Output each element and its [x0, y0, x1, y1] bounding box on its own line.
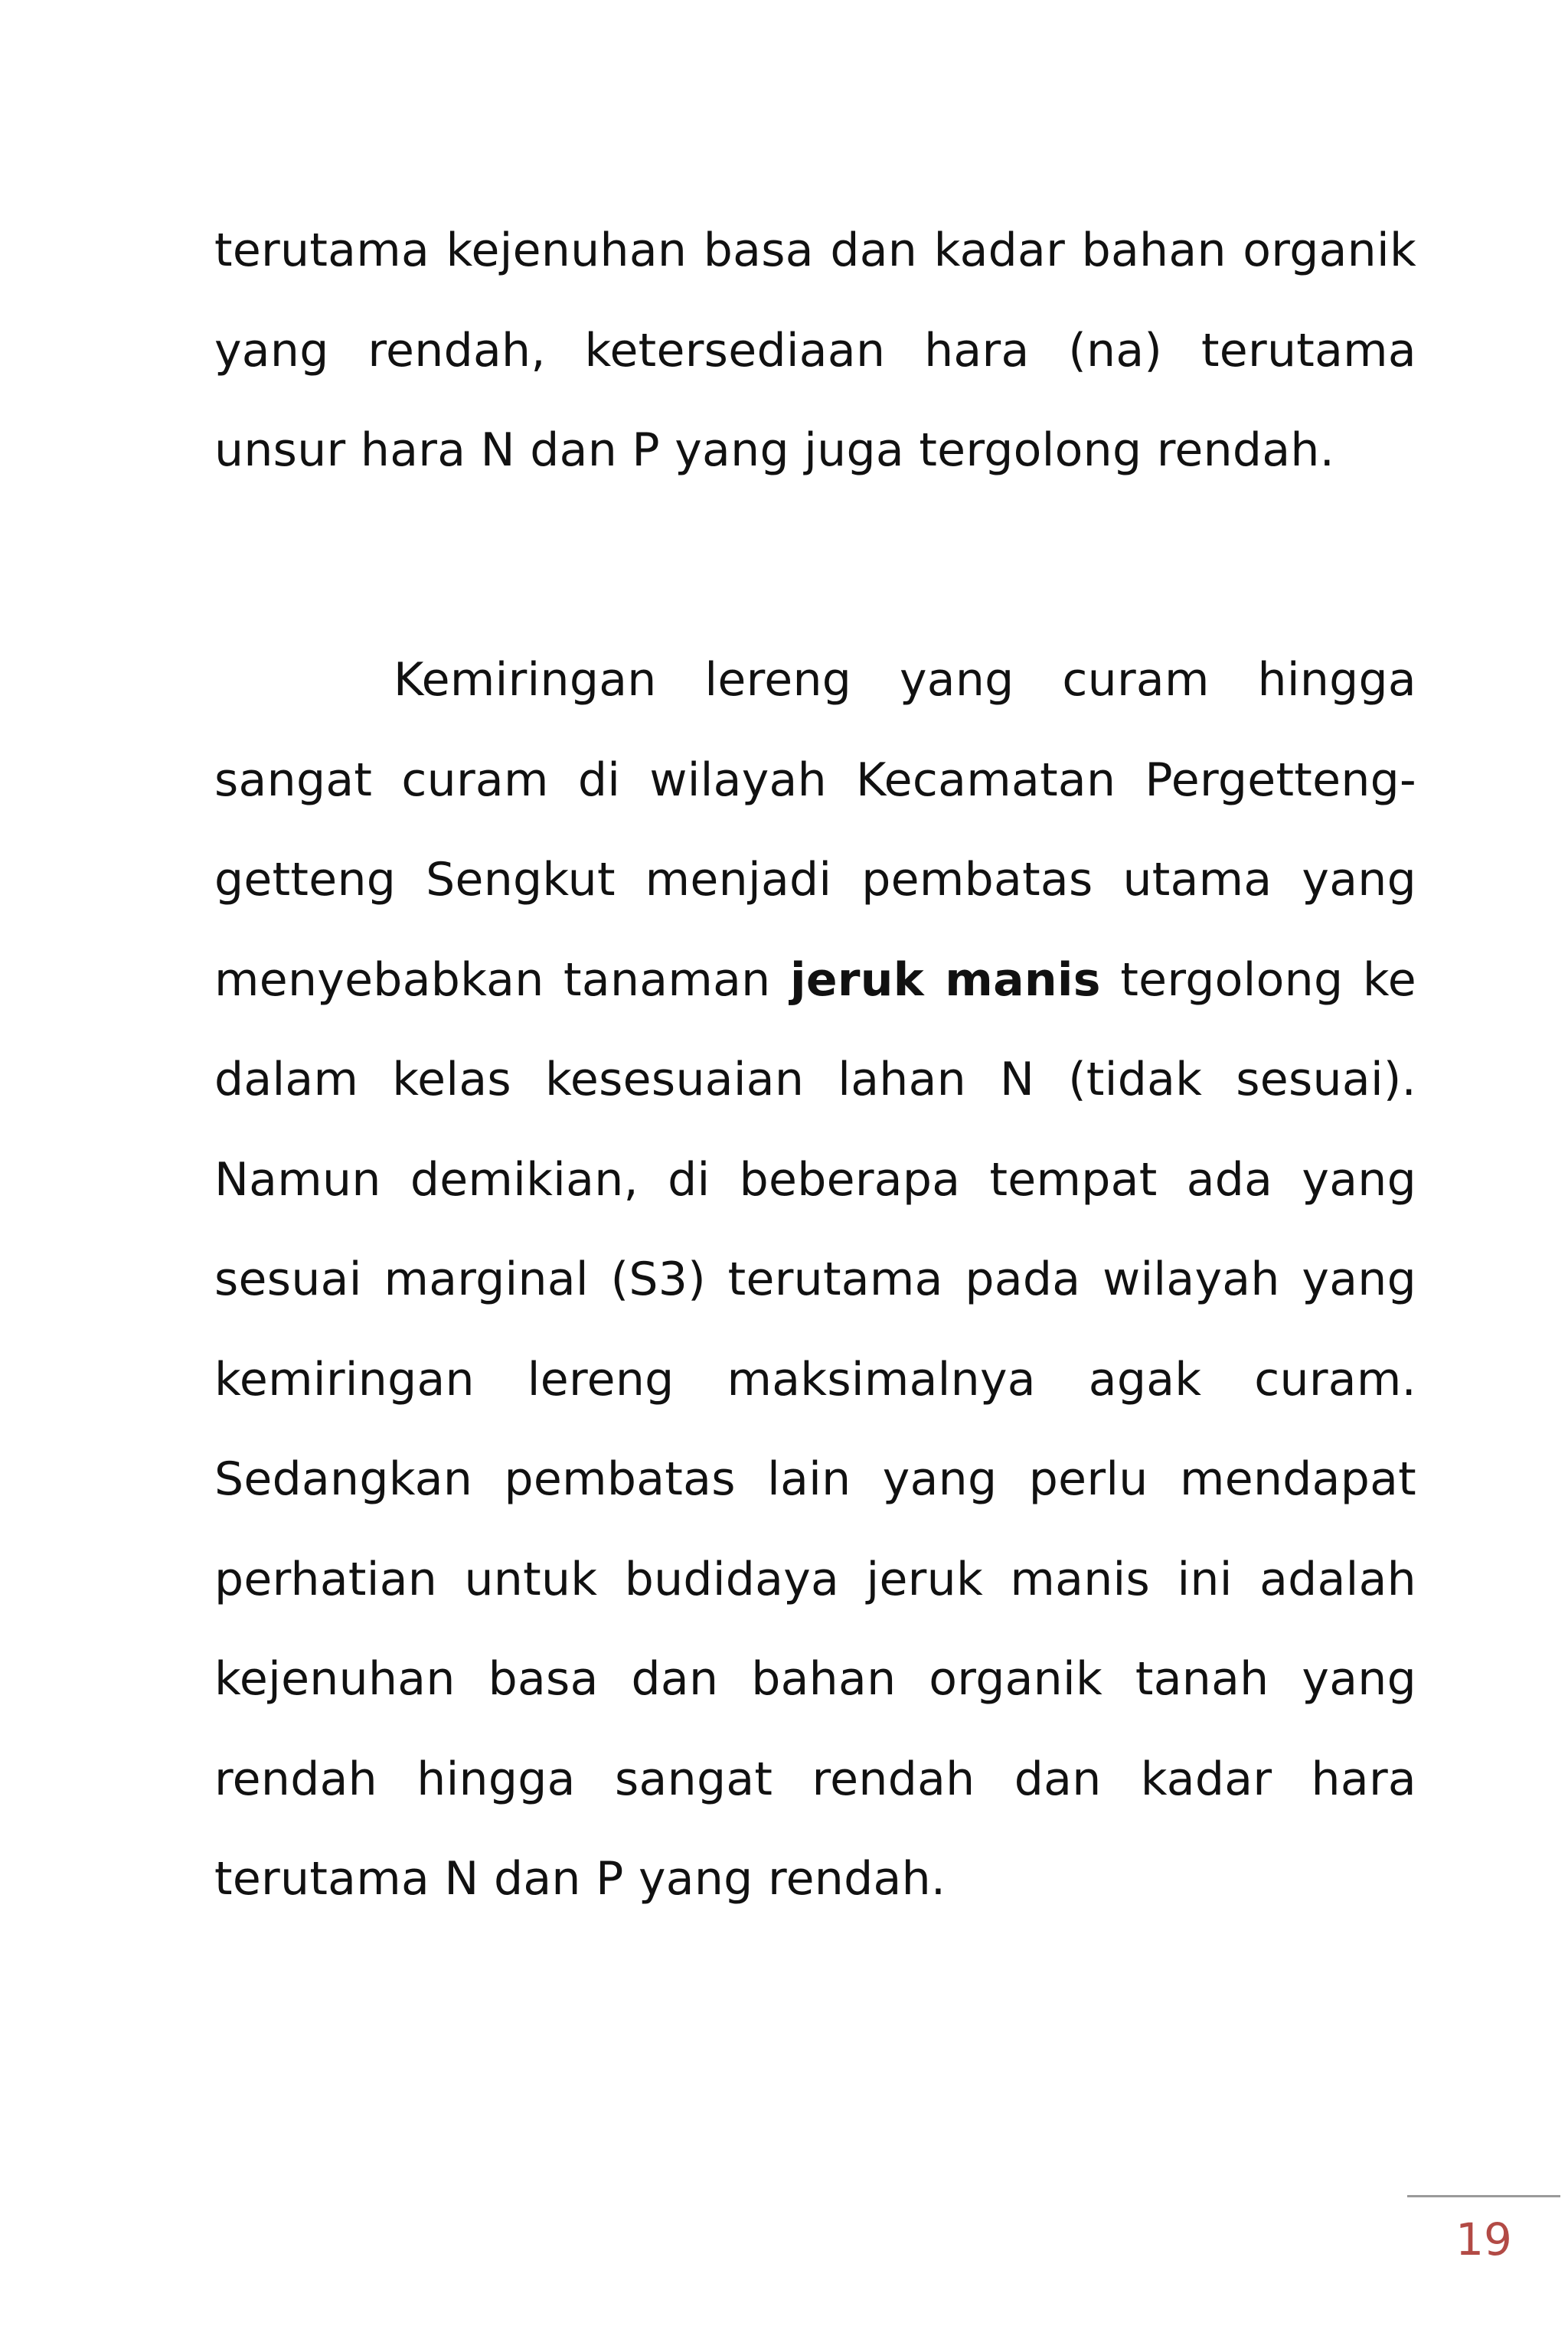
- paragraph-2-text-start: Kemiringan lereng yang curam hingga sangat curam di wilayah Kecamatan Pergetteng-getteng Sengkut menjadi pembatas utama yang menyebabkan tanaman: [214, 653, 1416, 1007]
- paragraph-2-text-end: tergolong ke dalam kelas kesesuaian lahan N (tidak sesuai). Namun demikian, di beberapa tempat ada yang sesuai marginal (S3) terutama pada wilayah yang kemiringan lereng maksimalnya agak curam. Sedangkan pembatas lain yang perlu mendapat perhatian untuk budidaya jeruk manis ini adalah kejenuhan basa dan bahan organik tanah yang rendah hingga sangat rendah dan kadar hara terutama N dan P yang rendah.: [214, 952, 1416, 1906]
- paragraph-2: [214, 630, 1416, 1929]
- paragraph-1: [214, 201, 1416, 501]
- footer-divider: [1407, 2195, 1560, 2197]
- bold-term-jeruk-manis: jeruk manis: [790, 952, 1101, 1007]
- page-number: 19: [1455, 2213, 1512, 2265]
- paragraph-1-text: terutama kejenuhan basa dan kadar bahan organik yang rendah, ketersediaan hara (na) terutama unsur hara N dan P yang juga tergolong rendah.: [214, 224, 1416, 477]
